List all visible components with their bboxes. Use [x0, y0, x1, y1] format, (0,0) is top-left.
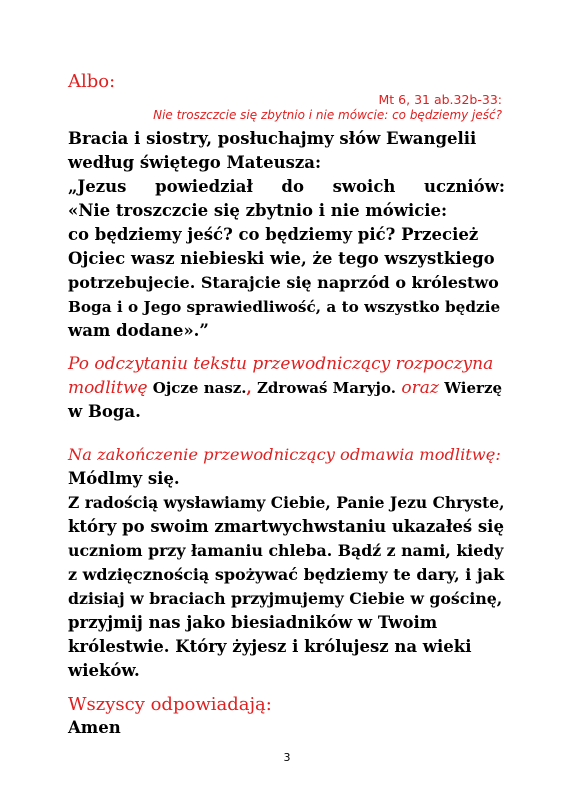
prayer-line: przyjmij nas jako biesiadników w Twoim	[68, 613, 438, 632]
response-label: Wszyscy odpowiadają:	[68, 694, 272, 715]
response-text: Amen	[68, 718, 121, 737]
gospel-intro-line: Bracia i siostry, posłuchajmy słów Ewangelii	[68, 129, 477, 148]
scripture-reference: Mt 6, 31 ab.32b-33:	[378, 92, 502, 107]
page-number: 3	[283, 751, 291, 764]
albo-label: Albo:	[68, 71, 116, 92]
gospel-text-line: Boga i o Jego sprawiedliwość, a to wszystko będzie	[68, 298, 501, 316]
instruction-line: Po odczytaniu tekstu przewodniczący rozpoczyna	[68, 354, 494, 374]
gospel-text-line: potrzebujecie. Starajcie się naprzód o królestwo	[68, 273, 499, 292]
after-reading-instruction	[68, 352, 505, 424]
closing-instruction: Na zakończenie przewodniczący odmawia modlitwę:	[68, 445, 501, 464]
gospel-text-line: co będziemy jeść? co będziemy pić? Przecież	[68, 225, 479, 244]
prayer-line: dzisiaj w braciach przyjmujemy Ciebie w gościnę,	[68, 589, 503, 608]
prayer-line: który po swoim zmartwychwstaniu ukazałeś się	[68, 517, 504, 536]
gospel-text-line: wam dodane».”	[68, 321, 209, 340]
prayer-line: uczniom przy łamaniu chleba. Bądź z nami, kiedy	[68, 541, 504, 560]
reading-subtitle: Nie troszczcie się zbytnio i nie mówcie: co będziemy jeść?	[153, 108, 502, 122]
closing-prayer	[68, 443, 505, 683]
gospel-text-line: Ojciec wasz niebieski wie, że tego wszystkiego	[68, 249, 495, 268]
prayer-line: wieków.	[68, 661, 140, 680]
gospel-text-line: „Jezus powiedział do swoich uczniów:	[68, 177, 505, 196]
gospel-text-line: «Nie troszczcie się zbytnio i nie mówicie:	[68, 201, 448, 220]
instruction-line: w Boga.	[68, 402, 141, 421]
prayer-line: Z radością wysławiamy Ciebie, Panie Jezu Chryste,	[68, 493, 505, 512]
prayer-title: Módlmy się.	[68, 469, 180, 488]
gospel-intro-line: według świętego Mateusza:	[68, 153, 322, 172]
prayer-line: królestwie. Który żyjesz i królujesz na wieki	[68, 637, 472, 656]
prayer-line: z wdzięcznością spożywać będziemy te dary, i jak	[68, 565, 505, 584]
gospel-reading	[68, 127, 505, 343]
instruction-line: modlitwę Ojcze nasz., Zdrowaś Maryjo. oraz Wierzę	[68, 378, 503, 398]
